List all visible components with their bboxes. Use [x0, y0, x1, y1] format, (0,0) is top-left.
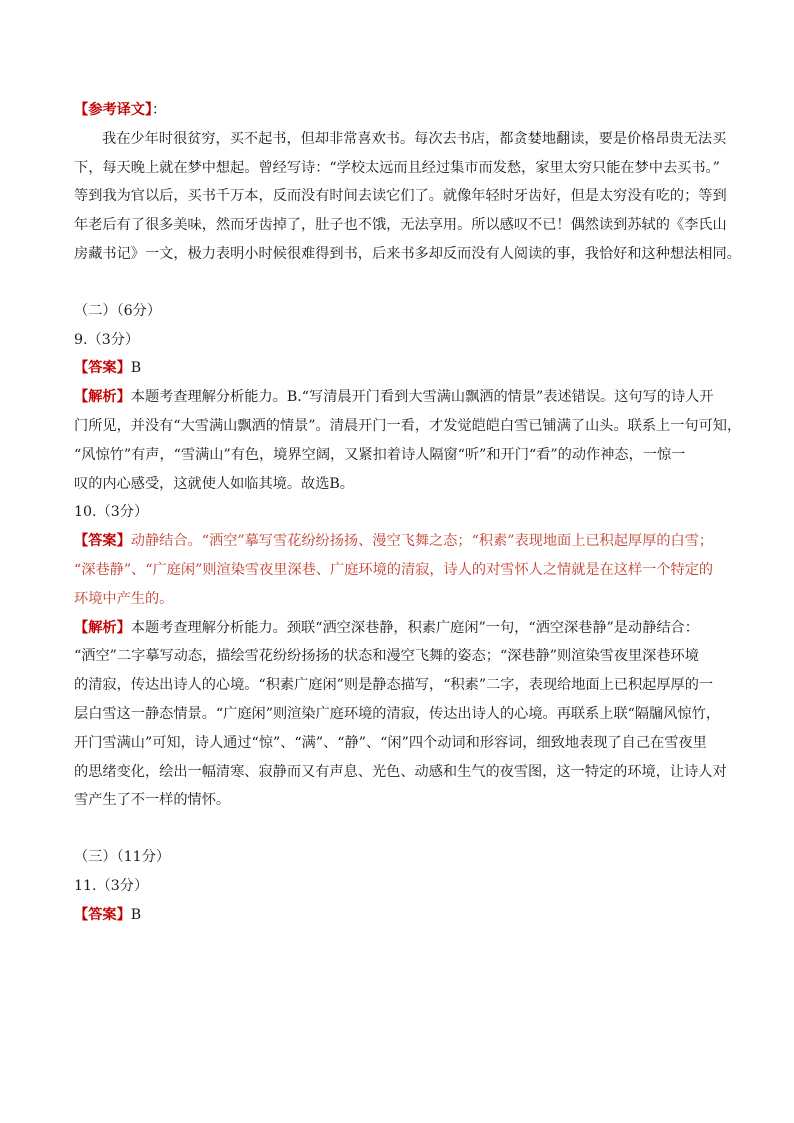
question-10-analysis-line-6: 的思绪变化，绘出一幅清寒、寂静而又有声息、光色、动感和生气的夜雪图，这一特定的环境，让诗人对	[74, 763, 727, 780]
reference-translation-tag: 【参考译文】	[74, 102, 153, 118]
analysis-text: 本题考查理解分析能力。B.“写清晨开门看到大雪满山飘洒的情景”表述错误。这句写的诗人开	[130, 389, 714, 406]
document-page	[74, 96, 742, 930]
question-11-label: 11.（3分）	[74, 877, 149, 894]
analysis-tag: 【解析】	[74, 619, 131, 636]
question-11-answer	[74, 901, 724, 930]
question-10-analysis-line-4: 层白雪这一静态情景。“广庭闲”则渲染广庭环境的清寂，传达出诗人的心境。再联系上联“隔牖风惊竹，	[74, 705, 721, 722]
answer-value: B	[130, 360, 142, 377]
reference-translation-heading	[74, 96, 724, 125]
spacer	[74, 815, 724, 843]
answer-tag: 【答案】	[74, 360, 131, 377]
analysis-text: 本题考查理解分析能力。颈联“洒空深巷静，积素广庭闲”一句，“洒空深巷静”是动静结合：	[130, 619, 699, 636]
analysis-tag: 【解析】	[74, 389, 131, 406]
section-2-heading: （二）（6分）	[74, 302, 162, 319]
answer-tag: 【答案】	[74, 533, 131, 550]
spacer	[74, 269, 724, 297]
reference-translation-colon: ：	[152, 102, 167, 118]
question-10-answer-line-3: 环境中产生的。	[74, 590, 174, 607]
question-10-label: 10.（3分）	[74, 504, 149, 521]
question-10-analysis-line-1	[74, 614, 724, 643]
translation-line-5: 房藏书记》一文，极力表明小时候很难得到书，后来书多却反而没有人阅读的事，我恰好和这种想法相同。	[74, 245, 741, 262]
question-9-analysis-line-3: “风惊竹”有声，“雪满山”有色，境界空阔，又紧扣着诗人隔窗“听”和开门“看”的动作神态，一惊一	[74, 446, 686, 463]
translation-line-2: 下，每天晚上就在梦中想起。曾经写诗：“学校太远而且经过集市而发愁，家里太穷只能在梦中去买书。”	[74, 159, 720, 176]
question-10-analysis-line-2: “洒空”二字摹写动态，描绘雪花纷纷扬扬的状态和漫空飞舞的姿态；“深巷静”则渲染雪夜里深巷环境	[74, 648, 699, 665]
section-3-heading: （三）（11分）	[74, 849, 171, 866]
answer-value: B	[130, 906, 142, 923]
answer-tag: 【答案】	[74, 906, 131, 923]
answer-text: 动静结合。“洒空”摹写雪花纷纷扬扬、漫空飞舞之态；“积素”表现地面上已积起厚厚的白雪；	[130, 533, 714, 550]
question-9-analysis-line-1	[74, 383, 724, 412]
question-10-analysis-line-5: 开门雪满山”可知，诗人通过“惊”、“满”、“静”、“闲”四个动词和形容词，细致地表现了自己在雪夜里	[74, 734, 707, 751]
translation-line-1: 我在少年时很贫穷，买不起书，但却非常喜欢书。每次去书店，都贪婪地翻读，要是价格昂贵无法买	[102, 130, 727, 147]
question-10-analysis-line-7: 雪产生了不一样的情怀。	[74, 792, 231, 809]
question-9-answer	[74, 354, 724, 383]
translation-line-3: 等到我为官以后，买书千万本，反而没有时间去读它们了。就像年轻时牙齿好，但是太穷没有吃的；等到	[74, 188, 727, 205]
translation-line-4: 年老后有了很多美味，然而牙齿掉了，肚子也不饿，无法享用。所以感叹不已！偶然读到苏轼的《李氏山	[74, 217, 727, 234]
question-10-analysis-line-3: 的清寂，传达出诗人的心境。“积素广庭闲”则是静态描写，“积素”二字，表现给地面上已积起厚厚的一	[74, 677, 714, 694]
question-10-answer-line-1	[74, 527, 724, 556]
question-9-analysis-line-4: 叹的内心感受，这就使人如临其境。故选B。	[74, 475, 354, 492]
question-9-analysis-line-2: 门所见，并没有“大雪满山飘洒的情景”。清晨开门一看，才发觉皑皑白雪已铺满了山头。联系上一句可知，	[74, 417, 742, 434]
question-9-label: 9.（3分）	[74, 331, 140, 348]
question-10-answer-line-2: “深巷静”、“广庭闲”则渲染雪夜里深巷、广庭环境的清寂，诗人的对雪怀人之情就是在这样一个特定的	[74, 561, 714, 578]
